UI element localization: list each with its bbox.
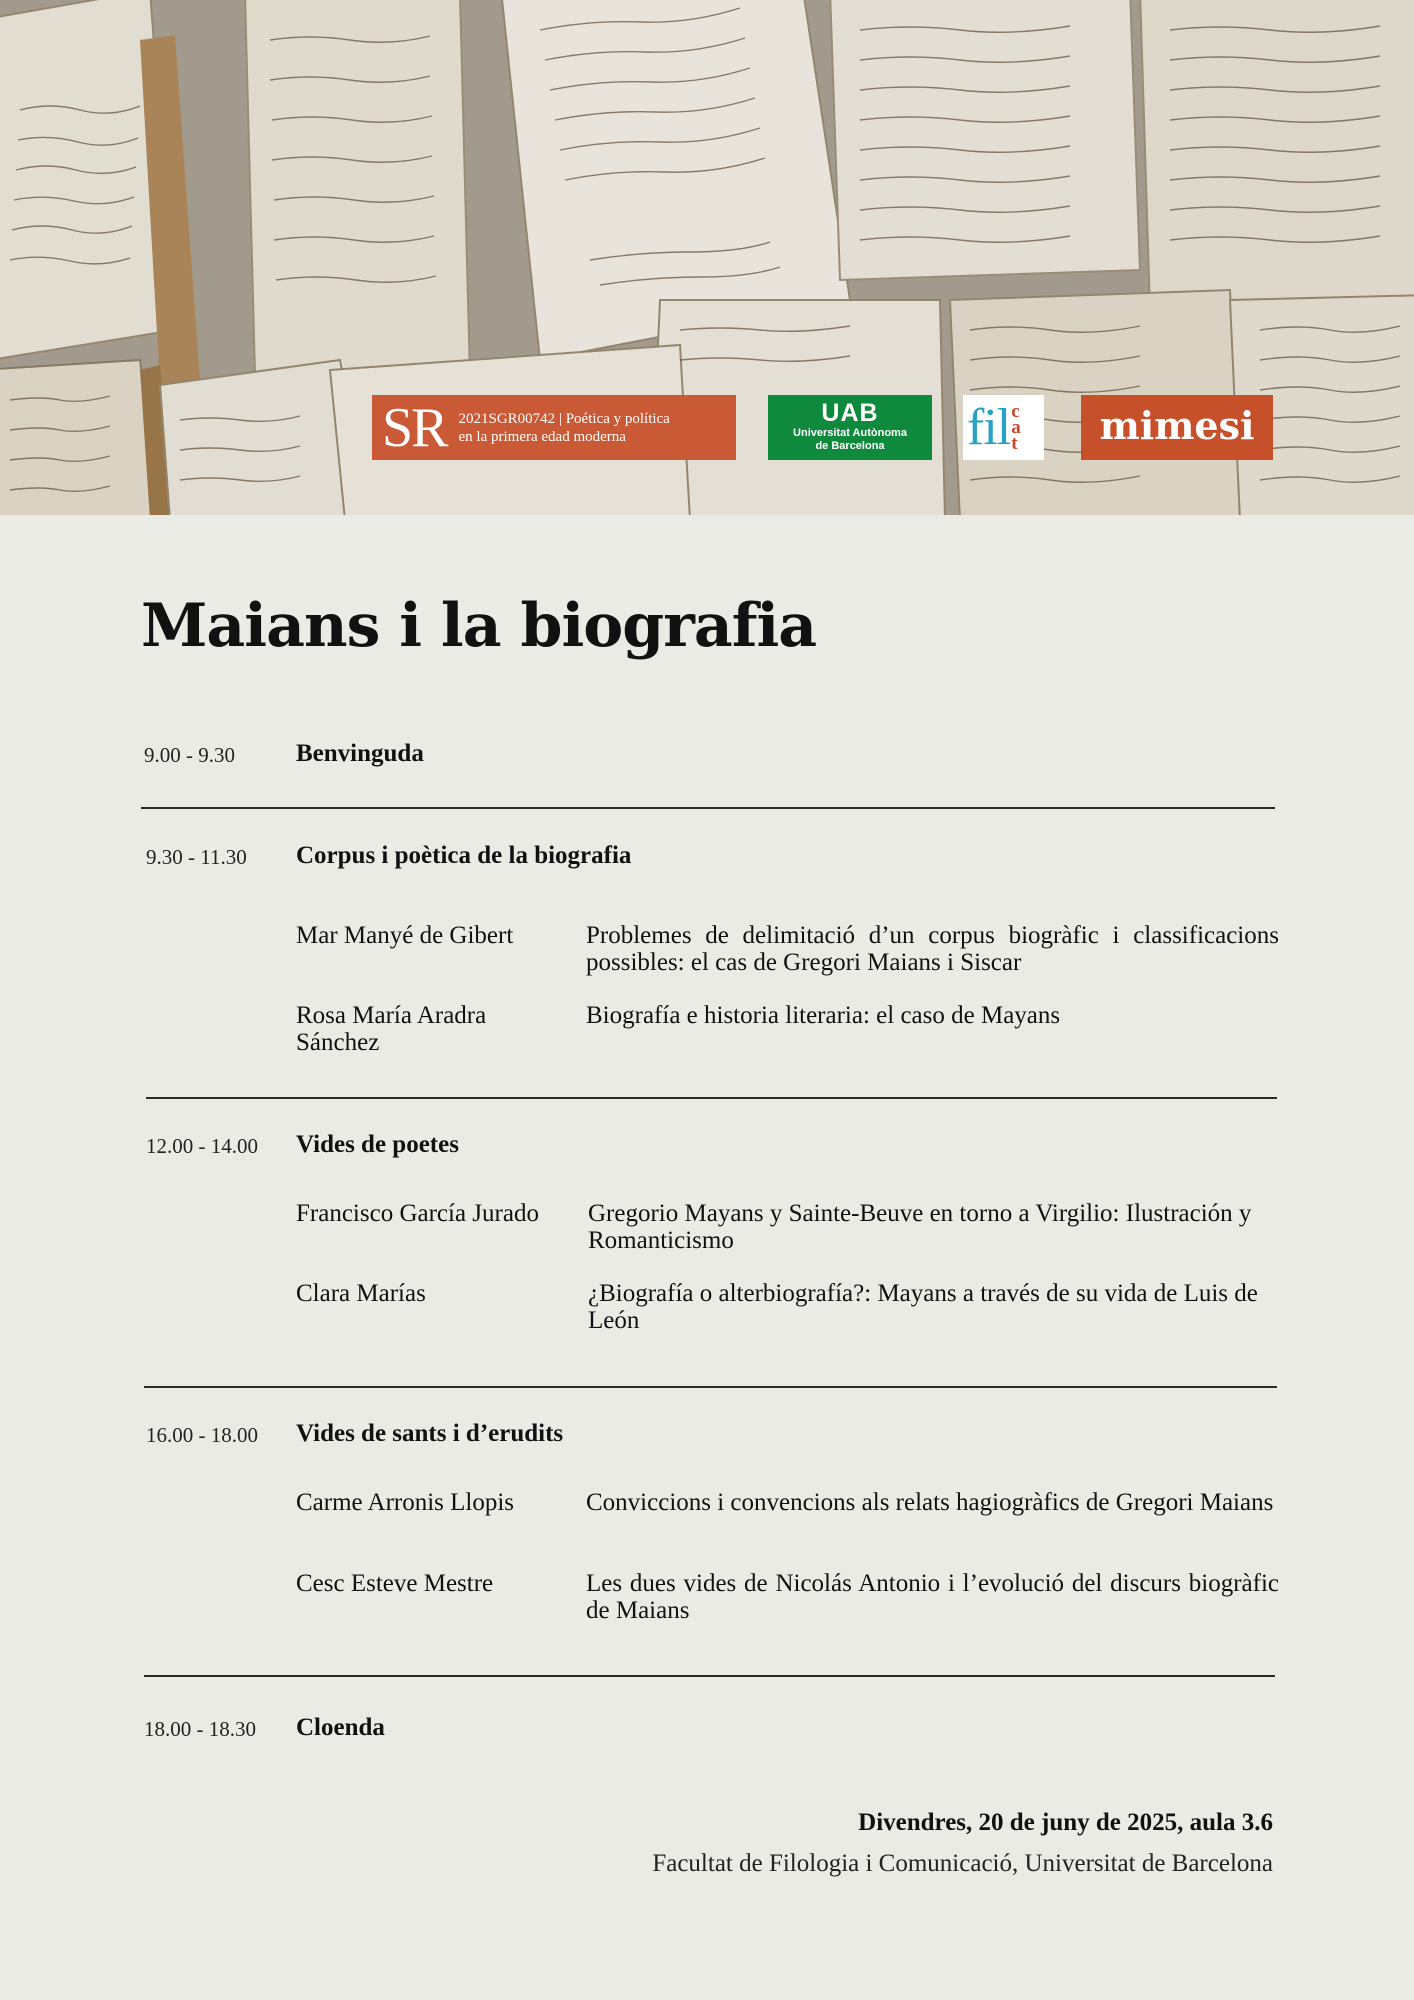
header-photo <box>0 0 1414 515</box>
session-2-time: 12.00 - 14.00 <box>146 1134 258 1158</box>
filcat-logo-letter: a <box>1011 416 1021 438</box>
welcome-title: Benvinguda <box>296 740 424 767</box>
session-3-title: Vides de sants i d’erudits <box>296 1420 564 1447</box>
sr-logo-separator: | <box>558 410 562 427</box>
mimesi-logo: mimesi <box>1081 395 1273 460</box>
filcat-logo-letter: t <box>1011 432 1018 454</box>
divider <box>141 807 1275 809</box>
filcat-logo <box>963 395 1044 460</box>
session-3-talk-1-speaker: Carme Arronis Llopis <box>296 1489 515 1516</box>
session-1-talk-2-speaker: Rosa María Aradra Sánchez <box>296 1002 487 1056</box>
session-2-talk-1-title: Gregorio Mayans y Sainte-Beuve en torno a Virgilio: Ilustración y Romanticismo <box>588 1200 1252 1254</box>
welcome-time: 9.00 - 9.30 <box>144 743 235 767</box>
page-title: Maians i la biografia <box>141 591 817 661</box>
session-1-time: 9.30 - 11.30 <box>146 845 247 869</box>
sr-logo-line1: Poética y política <box>565 410 670 427</box>
session-1-talk-1-speaker: Mar Manyé de Gibert <box>296 922 514 949</box>
uab-logo-line1: Universitat Autònoma <box>793 427 907 439</box>
sr-logo-code: 2021SGR00742 <box>458 410 556 427</box>
session-1-title: Corpus i poètica de la biografia <box>296 842 632 869</box>
divider <box>144 1675 1275 1677</box>
filcat-logo-fil: fil <box>967 398 1011 456</box>
session-2-talk-2-speaker: Clara Marías <box>296 1280 426 1307</box>
session-2-talk-1-speaker: Francisco García Jurado <box>296 1200 539 1227</box>
sr-logo-mark: SR <box>382 396 447 459</box>
event-date-location: Divendres, 20 de juny de 2025, aula 3.6 <box>858 1809 1273 1836</box>
session-3-talk-2-speaker: Cesc Esteve Mestre <box>296 1570 494 1597</box>
uab-logo-line2: de Barcelona <box>815 440 885 452</box>
closing-title: Cloenda <box>296 1714 385 1741</box>
session-2-title: Vides de poetes <box>296 1131 459 1158</box>
session-3-time: 16.00 - 18.00 <box>146 1423 258 1447</box>
divider <box>144 1386 1277 1388</box>
session-3-talk-1-title: Conviccions i convencions als relats hagiogràfics de Gregori Maians <box>586 1489 1274 1516</box>
uab-logo <box>768 395 932 460</box>
session-3-talk-2-title: Les dues vides de Nicolás Antonio i l’evolució del discurs biogràfic de Maians <box>586 1570 1279 1624</box>
sr-research-group-logo <box>372 395 736 460</box>
uab-logo-name: UAB <box>821 399 879 427</box>
sr-logo-line2: en la primera edad moderna <box>458 428 626 445</box>
sr-logo-text <box>459 410 670 446</box>
session-1-talk-1-title: Problemes de delimitació d’un corpus biogràfic i classificacions possibles: el cas de Gregori Maians i Siscar <box>586 922 1279 976</box>
filcat-logo-letter: c <box>1011 400 1020 422</box>
event-venue: Facultat de Filologia i Comunicació, Universitat de Barcelona <box>652 1850 1273 1877</box>
session-2-talk-2-title: ¿Biografía o alterbiografía?: Mayans a través de su vida de Luis de León <box>588 1280 1258 1334</box>
closing-time: 18.00 - 18.30 <box>144 1717 256 1741</box>
filcat-logo-cat <box>1011 400 1021 454</box>
session-1-talk-2-title: Biografía e historia literaria: el caso de Mayans <box>586 1002 1061 1029</box>
divider <box>146 1097 1277 1099</box>
